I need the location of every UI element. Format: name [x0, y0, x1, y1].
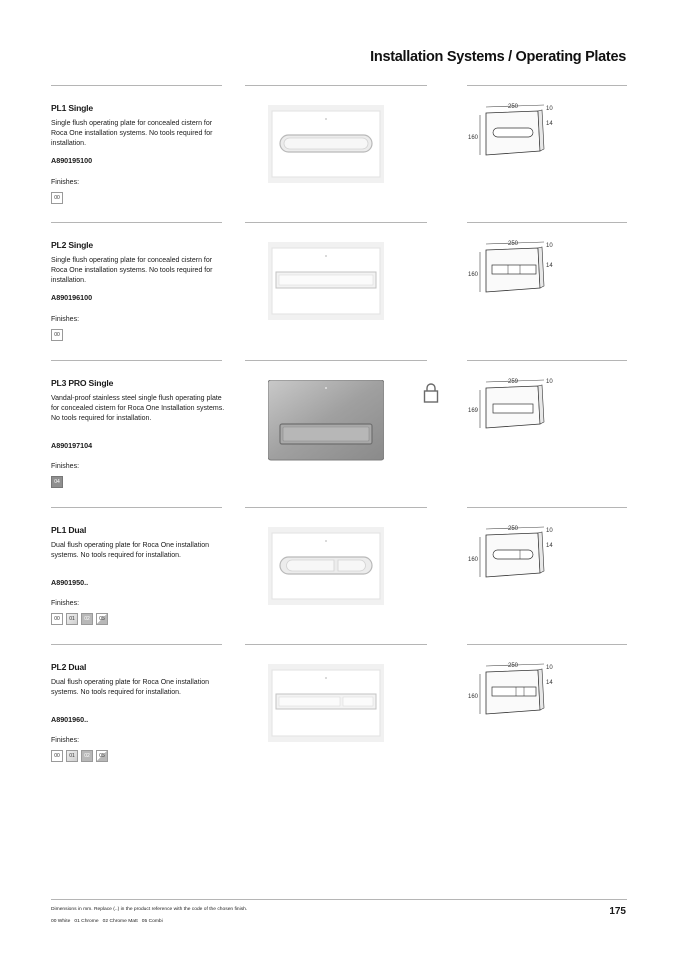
product-description: Vandal-proof stainless steel single flush operating plate for concealed cistern for Roca One Installation systems. No tools required for installation.: [51, 395, 225, 423]
finish-swatch-white[interactable]: 00: [51, 750, 63, 762]
finish-swatch-chrome-matt[interactable]: 02: [81, 750, 93, 762]
divider: [245, 85, 427, 86]
height-label: 160: [468, 557, 479, 563]
finishes-label: Finishes:: [51, 179, 80, 186]
divider: [245, 507, 427, 508]
divider: [51, 507, 222, 508]
product-description: Single flush operating plate for concealed cistern for Roca One installation systems. No tools required for installation.: [51, 257, 213, 285]
width-label: 250: [508, 663, 519, 669]
width-label: 250: [508, 104, 519, 110]
finishes-label: Finishes:: [51, 600, 80, 607]
finish-swatch-white[interactable]: 00: [51, 192, 63, 204]
finish-swatch-chrome-matt[interactable]: 02: [81, 613, 93, 625]
finishes-label: Finishes:: [51, 737, 80, 744]
product-code: A890195100: [51, 156, 93, 165]
thickness-label: 14: [546, 121, 553, 127]
product-photo: [268, 527, 384, 605]
product-name: PL1 Single: [51, 103, 93, 113]
height-label: 160: [468, 135, 479, 141]
depth-label: 10: [546, 528, 553, 534]
product-photo: [268, 242, 384, 320]
divider: [245, 222, 427, 223]
width-label: 250: [508, 526, 519, 532]
product-pl3-pro-single: [0, 360, 678, 510]
page-number: 175: [609, 906, 626, 917]
product-pl1-single: [0, 85, 678, 235]
product-pl1-dual: [0, 507, 678, 657]
depth-label: 10: [546, 106, 553, 112]
width-label: 259: [508, 379, 519, 385]
finish-swatches: [51, 476, 63, 488]
technical-drawing: [464, 644, 564, 719]
finish-swatch-combi[interactable]: 05: [96, 750, 108, 762]
product-photo: [268, 105, 384, 183]
thickness-label: 14: [546, 543, 553, 549]
product-description: Dual flush operating plate for Roca One installation systems. No tools required for installation.: [51, 679, 209, 697]
divider: [51, 85, 222, 86]
finishes-label: Finishes:: [51, 316, 80, 323]
depth-label: 10: [546, 379, 553, 385]
product-code: A890197104: [51, 441, 93, 450]
finish-swatch-stainless[interactable]: 04: [51, 476, 63, 488]
technical-drawing: [464, 222, 564, 297]
product-pl2-dual: [0, 644, 678, 794]
page-title: Installation Systems / Operating Plates: [370, 49, 626, 65]
depth-label: 10: [546, 665, 553, 671]
divider: [51, 644, 222, 645]
finish-swatches: [51, 750, 108, 762]
finish-swatches: [51, 613, 108, 625]
width-label: 250: [508, 241, 519, 247]
technical-drawing: [464, 360, 564, 435]
product-name: PL2 Single: [51, 240, 93, 250]
thickness-label: 14: [546, 680, 553, 686]
finish-swatch-white[interactable]: 00: [51, 613, 63, 625]
divider: [51, 360, 222, 361]
finish-swatches: [51, 329, 63, 341]
product-name: PL1 Dual: [51, 525, 87, 535]
product-photo: [268, 664, 384, 742]
product-name: PL2 Dual: [51, 662, 87, 672]
product-pl2-single: [0, 222, 678, 372]
height-label: 169: [468, 408, 479, 414]
height-label: 160: [468, 272, 479, 278]
finish-swatch-chrome[interactable]: 01: [66, 613, 78, 625]
product-name: PL3 PRO Single: [51, 378, 114, 388]
height-label: 160: [468, 694, 479, 700]
finish-swatch-chrome[interactable]: 01: [66, 750, 78, 762]
divider: [245, 360, 427, 361]
depth-label: 10: [546, 243, 553, 249]
product-description: Single flush operating plate for concealed cistern for Roca One installation systems. No tools required for installation.: [51, 120, 213, 148]
product-code: A890196100: [51, 293, 93, 302]
finishes-label: Finishes:: [51, 463, 80, 470]
divider: [245, 644, 427, 645]
finish-swatches: [51, 192, 63, 204]
product-photo: [268, 380, 384, 458]
finish-swatch-white[interactable]: 00: [51, 329, 63, 341]
technical-drawing: [464, 507, 564, 582]
divider: [51, 222, 222, 223]
finish-swatch-combi[interactable]: 05: [96, 613, 108, 625]
product-code: A8901950..: [51, 578, 89, 587]
product-code: A8901960..: [51, 715, 89, 724]
footer-note: Dimensions in mm. Replace (..) in the product reference with the code of the chosen finish.: [51, 907, 248, 912]
footer-finish-legend: 00 White 01 Chrome 02 Chrome Matt 05 Combi: [51, 919, 163, 924]
footer-divider: [51, 899, 627, 900]
thickness-label: 14: [546, 263, 553, 269]
technical-drawing: [464, 85, 564, 160]
lock-icon: [423, 382, 439, 409]
product-description: Dual flush operating plate for Roca One installation systems. No tools required for installation.: [51, 542, 209, 560]
